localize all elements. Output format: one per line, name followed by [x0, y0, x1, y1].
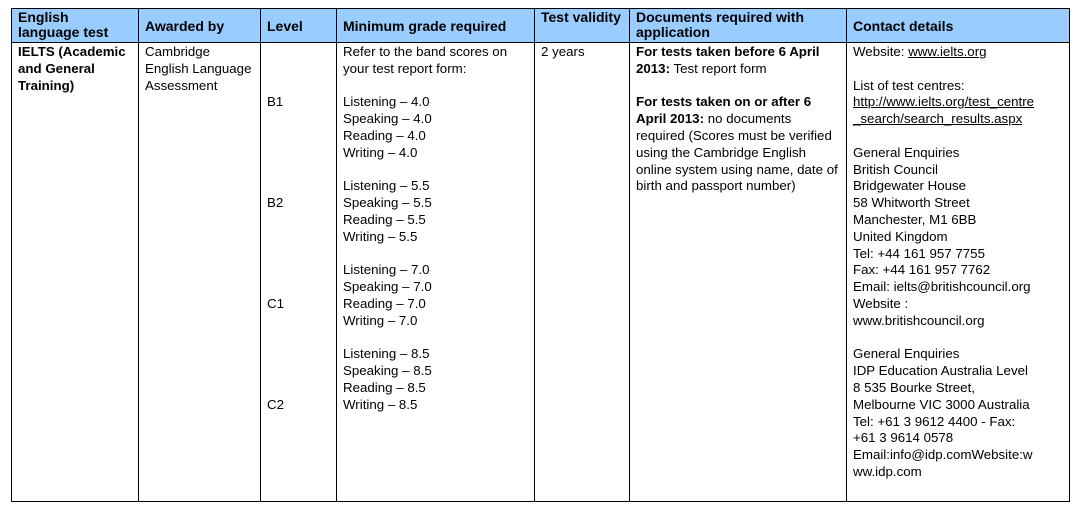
grade-group-c2	[343, 346, 528, 413]
contact-line: Bridgewater House	[853, 178, 967, 194]
contact-line: 8 535 Bourke Street,	[853, 379, 975, 395]
contact-line: +61 3 9614 0578	[853, 430, 954, 446]
centres-link[interactable]	[853, 94, 1063, 128]
contact-line: Melbourne VIC 3000 Australia	[853, 396, 1030, 412]
grade-item: Reading – 7.0	[343, 295, 426, 311]
grade-group-c1	[343, 262, 528, 329]
contact-line: IDP Education Australia Level	[853, 363, 1028, 379]
requirements-table	[11, 8, 1070, 502]
cell-levels	[261, 43, 337, 502]
contact-line: www.britishcouncil.org	[853, 312, 985, 328]
british-council-contact	[853, 145, 1063, 330]
header-test: English language test	[12, 9, 139, 43]
cell-awarded-by	[139, 43, 261, 502]
header-documents: Documents required with application	[630, 9, 847, 43]
grade-item: Writing – 4.0	[343, 144, 418, 160]
website-link[interactable]: www.ielts.org	[908, 44, 987, 59]
doc-after	[636, 94, 840, 195]
grade-group-b2	[343, 178, 528, 245]
website-label: Website:	[853, 44, 905, 59]
cell-test-name	[12, 43, 139, 502]
validity-value: 2 years	[541, 44, 585, 59]
contact-line: 58 Whitworth Street	[853, 195, 970, 211]
level-b1: B1	[267, 94, 284, 110]
doc-before-text: Test report form	[673, 60, 767, 76]
contact-line: United Kingdom	[853, 228, 948, 244]
header-level: Level	[261, 9, 337, 43]
grade-item: Reading – 4.0	[343, 127, 426, 143]
header-validity: Test validity	[535, 9, 630, 43]
grade-item: Speaking – 5.5	[343, 195, 432, 211]
grade-item: Writing – 8.5	[343, 396, 418, 412]
grade-item: Writing – 5.5	[343, 228, 418, 244]
cell-documents	[630, 43, 847, 502]
grade-item: Reading – 8.5	[343, 379, 426, 395]
header-row	[12, 9, 1070, 43]
idp-contact	[853, 346, 1063, 480]
doc-before	[636, 44, 840, 78]
header-contact: Contact details	[847, 9, 1070, 43]
doc-after-label: For tests taken on or after 6 April 2013:	[636, 94, 812, 127]
level-c1: C1	[267, 295, 284, 311]
grade-intro: Refer to the band scores on your test report form:	[343, 44, 508, 76]
level-b2: B2	[267, 195, 284, 211]
table-row	[12, 43, 1070, 502]
contact-line: Email: ielts@britishcouncil.org	[853, 279, 1031, 295]
centres-link-part[interactable]: http://www.ielts.org/test_centre	[853, 94, 1035, 110]
centres-link-part[interactable]: _search/search_results.aspx	[853, 111, 1023, 127]
doc-before-label: For tests taken before 6 April 2013:	[636, 44, 820, 76]
website-line	[853, 44, 1063, 61]
doc-after-text: no documents required (Scores must be verified using the Cambridge English online system using name, date of birth and passport number)	[636, 111, 838, 194]
header-awarded: Awarded by	[139, 9, 261, 43]
contact-line: Fax: +44 161 957 7762	[853, 262, 991, 278]
centres-label: List of test centres:	[853, 77, 965, 93]
grade-item: Listening – 5.5	[343, 178, 430, 194]
contact-line: Manchester, M1 6BB	[853, 211, 977, 227]
grade-item: Speaking – 4.0	[343, 111, 432, 127]
cell-min-grade	[337, 43, 535, 502]
grade-item: Listening – 7.0	[343, 262, 430, 278]
test-name: IELTS (Academic and General Training)	[18, 44, 126, 93]
awarded-by: Cambridge English Language Assessment	[145, 44, 252, 93]
grade-group-b1	[343, 94, 528, 161]
header-min-grade: Minimum grade required	[337, 9, 535, 43]
contact-line: Tel: +61 3 9612 4400 - Fax:	[853, 413, 1016, 429]
cell-contact	[847, 43, 1070, 502]
grade-item: Writing – 7.0	[343, 312, 418, 328]
grade-item: Reading – 5.5	[343, 211, 426, 227]
cell-validity	[535, 43, 630, 502]
grade-item: Speaking – 7.0	[343, 279, 432, 295]
contact-line: British Council	[853, 161, 938, 177]
grade-item: Listening – 8.5	[343, 346, 430, 362]
contact-line: General Enquiries	[853, 346, 960, 362]
contact-line: General Enquiries	[853, 144, 960, 160]
grade-item: Speaking – 8.5	[343, 363, 432, 379]
contact-line: Email:info@idp.comWebsite:w	[853, 447, 1033, 463]
contact-line: Tel: +44 161 957 7755	[853, 245, 985, 261]
contact-line: Website :	[853, 295, 909, 311]
level-c2: C2	[267, 396, 284, 412]
grade-item: Listening – 4.0	[343, 94, 430, 110]
contact-line: ww.idp.com	[853, 463, 922, 479]
